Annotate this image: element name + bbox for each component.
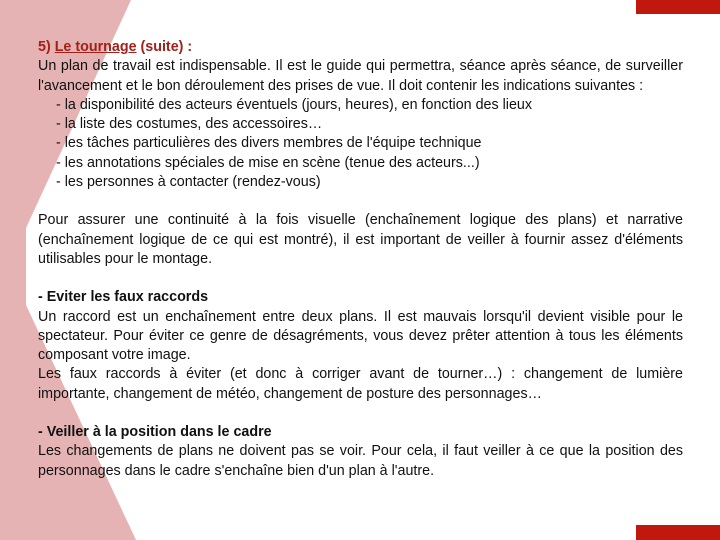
- list-item: - la disponibilité des acteurs éventuels (jours, heures), en fonction des lieux: [56, 96, 533, 113]
- raccords-paragraph-1: Un raccord est un enchaînement entre deux plans. Il est mauvais lorsqu'il devient visible pour le spectateur. Pour éviter ce genre de désagréments, vous devez prêter attention à tous les éléments composant votre image.: [38, 308, 683, 364]
- top-right-accent-bar: [636, 0, 720, 14]
- slide-content: [38, 38, 683, 481]
- raccords-paragraph-2: Les faux raccords à éviter (et donc à corriger avant de tourner…) : changement de lumière importante, changement de météo, changement de posture des personnages…: [38, 366, 683, 402]
- cadre-paragraph: Les changements de plans ne doivent pas se voir. Pour cela, il faut veiller à ce que la position des personnages dans le cadre s'enchaîne bien d'un plan à l'autre.: [38, 443, 683, 479]
- title-number: 5): [38, 39, 51, 55]
- list-item: - les annotations spéciales de mise en scène (tenue des acteurs...): [56, 154, 480, 171]
- section-heading-raccords: - Eviter les faux raccords: [38, 289, 209, 306]
- title-suffix: (suite) :: [140, 39, 193, 55]
- section-heading-cadre: - Veiller à la position dans le cadre: [38, 424, 272, 441]
- continuity-paragraph: Pour assurer une continuité à la fois visuelle (enchaînement logique des plans) et narrative (enchaînement logique de ce qui est montré), il est important de veiller à fournir assez d'éléments utilisables pour le montage.: [38, 212, 683, 267]
- list-item: - les personnes à contacter (rendez-vous): [56, 174, 321, 191]
- title-topic: Le tournage: [54, 39, 137, 55]
- intro-paragraph: Un plan de travail est indispensable. Il est le guide qui permettra, séance après séance, de surveiller l'avancement et le bon déroulement des prises de vue. Il doit contenir les indications suivantes :: [38, 58, 683, 94]
- slide-title: [38, 38, 683, 57]
- list-item: - la liste des costumes, des accessoires…: [56, 116, 323, 133]
- bottom-right-accent-bar: [636, 525, 720, 540]
- list-item: - les tâches particulières des divers membres de l'équipe technique: [56, 135, 482, 152]
